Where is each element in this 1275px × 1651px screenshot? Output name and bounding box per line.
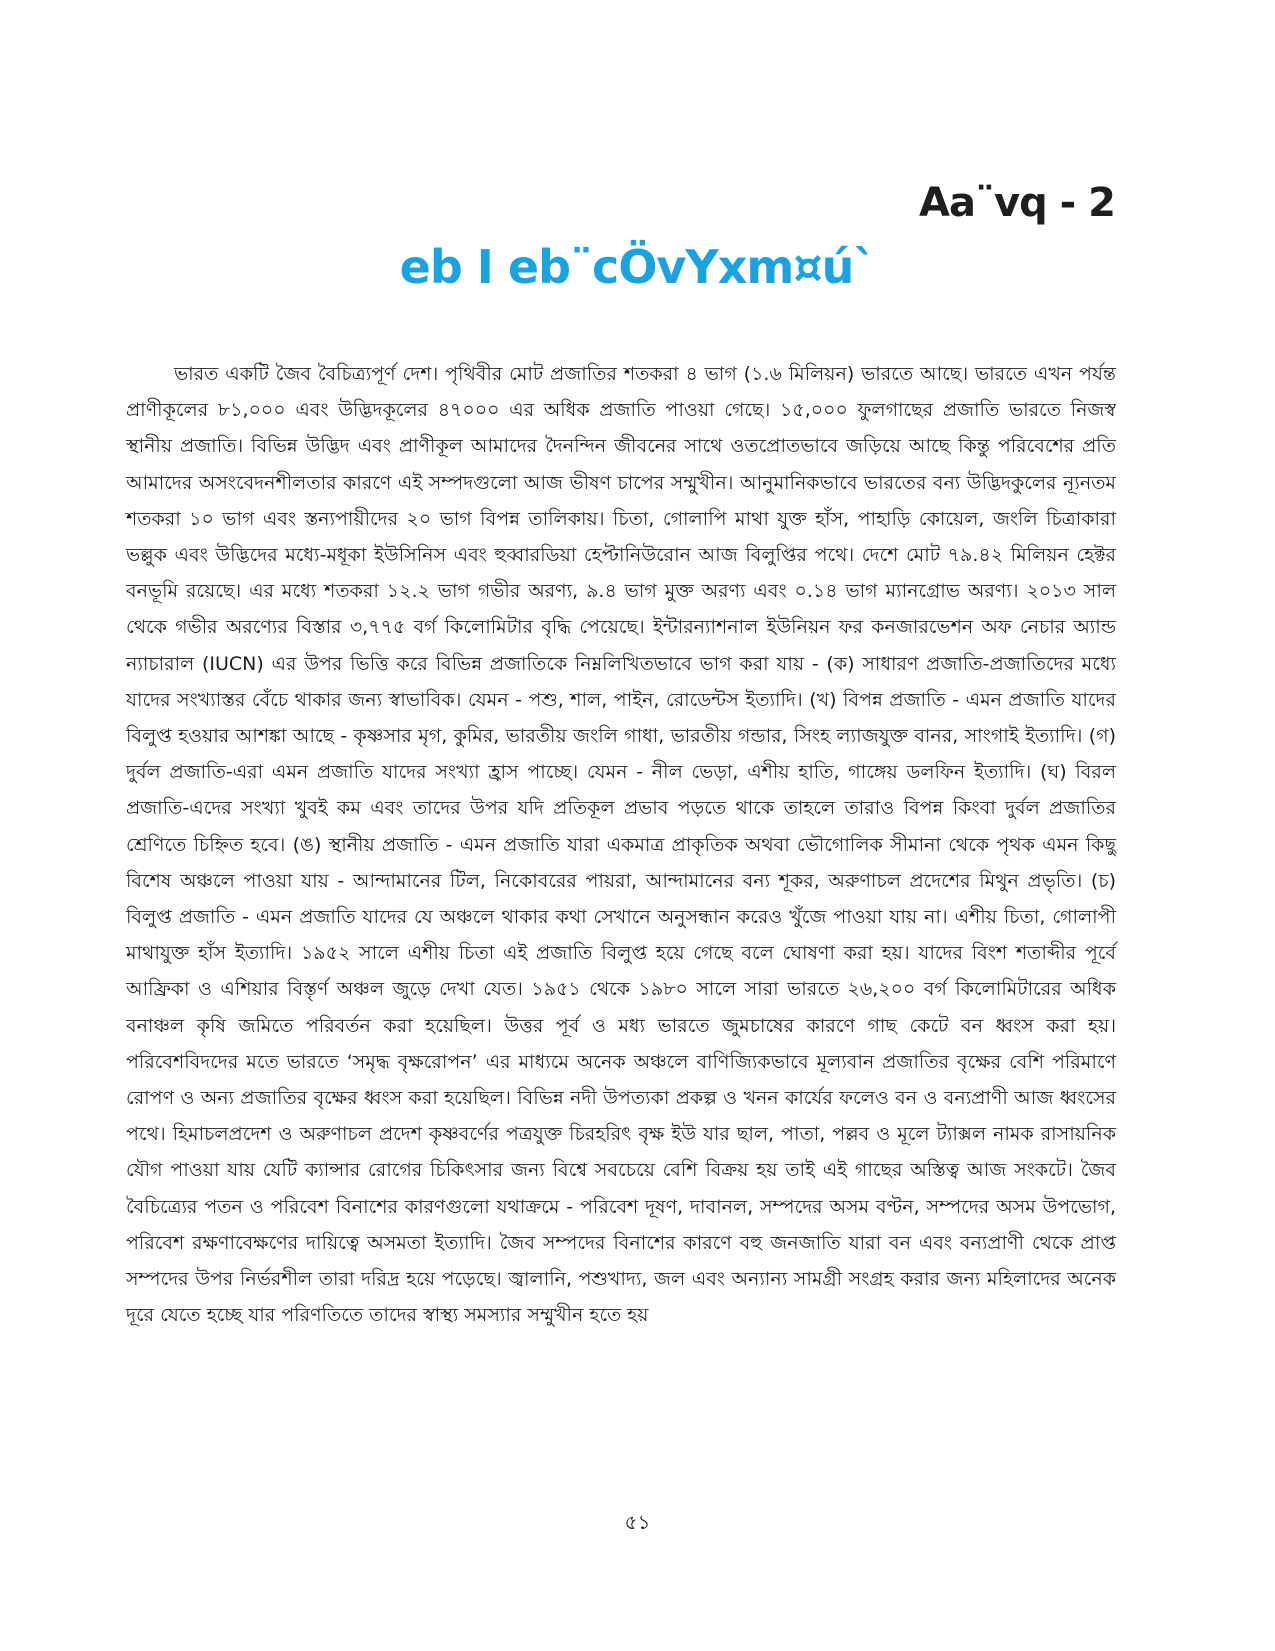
page-number: ৫১ bbox=[624, 1510, 651, 1534]
body-paragraph: ভারত একটি জৈব বৈচিত্র্যপূর্ণ দেশ। পৃথিবীর মোট প্রজাতির শতকরা ৪ ভাগ (১.৬ মিলিয়ন) ভারতে আছে। ভারতে এখন পর্যন্ত প্রাণীকূলের ৮১,০০০ এবং উদ্ভিদকূলের ৪৭০০০ এর অধিক প্রজাতি পাওয়া গেছে। ১৫,০০০ ফুলগাছের প্রজাতি ভারতে নিজস্ব স্থানীয় প্রজাতি। বিভিন্ন উদ্ভিদ এবং প্রাণীকূল আমাদের দৈনন্দিন জীবনের সাথে ওতপ্রোতভাবে জড়িয়ে আছে কিন্তু পরিবেশের প্রতি আমাদের অসংবেদনশীলতার কারণে এই সম্পদগুলো আজ ভীষণ চাপের সম্মুখীন। আনুমানিকভাবে ভারতের বন্য উদ্ভিদকুলের ন্যূনতম শতকরা ১০ ভাগ এবং স্তন্যপায়ীদের ২০ ভাগ বিপন্ন তালিকায়। চিতা, গোলাপি মাথা যুক্ত হাঁস, পাহাড়ি কোয়েল, জংলি চিত্রাকারা ভল্লুক এবং উদ্ভিদের মধ্যে-মধূকা ইউসিনিস এবং হুব্বারডিয়া হেপ্টানিউরোন আজ বিলুপ্তির পথে। দেশে মোট ৭৯.৪২ মিলিয়ন হেক্টর বনভূমি রয়েছে। এর মধ্যে শতকরা ১২.২ ভাগ গভীর অরণ্য, ৯.৪ ভাগ মুক্ত অরণ্য এবং ০.১৪ ভাগ ম্যানগ্রোভ অরণ্য। ২০১৩ সাল থেকে গভীর অরণ্যের বিস্তার ৩,৭৭৫ বর্গ কিলোমিটার বৃদ্ধি পেয়েছে। ইন্টারন্যাশনাল ইউনিয়ন ফর কনজারভেশন অফ নেচার অ্যান্ড ন্যাচারাল (IUCN) এর উপর ভিত্তি করে বিভিন্ন প্রজাতিকে নিম্নলিখিতভাবে ভাগ করা যায় - (ক) সাধারণ প্রজাতি-প্রজাতিদের মধ্যে যাদের সংখ্যাস্তর বেঁচে থাকার জন্য স্বাভাবিক। যেমন - পশু, শাল, পাইন, রোডেন্টস ইত্যাদি। (খ) বিপন্ন প্রজাতি - এমন প্রজাতি যাদের বিলুপ্ত হওয়ার আশঙ্কা আছে - কৃষ্ণসার মৃগ, কুমির, ভারতীয় জংলি গাধা, ভারতীয় গন্ডার, সিংহ ল্যাজযুক্ত বানর, সাংগাই ইত্যাদি। (গ) দুর্বল প্রজাতি-এরা এমন প্রজাতি যাদের সংখ্যা হ্রাস পাচ্ছে। যেমন - নীল ভেড়া, এশীয় হাতি, গাঙ্গেয় ডলফিন ইত্যাদি। (ঘ) বিরল প্রজাতি-এদের সংখ্যা খুবই কম এবং তাদের উপর যদি প্রতিকূল প্রভাব পড়তে থাকে তাহলে তারাও বিপন্ন কিংবা দুর্বল প্রজাতির শ্রেণিতে চিহ্নিত হবে। (ঙ) স্থানীয় প্রজাতি - এমন প্রজাতি যারা একমাত্র প্রাকৃতিক অথবা ভৌগোলিক সীমানা থেকে পৃথক এমন কিছু বিশেষ অঞ্চলে পাওয়া যায় - আন্দামানের টিল, নিকোবরের পায়রা, আন্দামানের বন্য শূকর, অরুণাচল প্রদেশের মিথুন প্রভৃতি। (চ) বিলুপ্ত প্রজাতি - এমন প্রজাতি যাদের যে অঞ্চলে থাকার কথা সেখানে অনুসন্ধান করেও খুঁজে পাওয়া যায় না। এশীয় চিতা, গোলাপী মাথাযুক্ত হাঁস ইত্যাদি। ১৯৫২ সালে এশীয় চিতা এই প্রজাতি বিলুপ্ত হয়ে গেছে বলে ঘোষণা করা হয়। যাদের বিংশ শতাব্দীর পূর্বে আফ্রিকা ও এশিয়ার বিস্তৃর্ণ অঞ্চল জুড়ে দেখা যেত। ১৯৫১ থেকে ১৯৮০ সালে সারা ভারতে ২৬,২০০ বর্গ কিলোমিটারের অধিক বনাঞ্চল কৃষি জমিতে পরিবর্তন করা হয়েছিল। উত্তর পূর্ব ও মধ্য ভারতে জুমচাষের কারণে গাছ কেটে বন ধ্বংস করা হয়। পরিবেশবিদদের মতে ভারতে ‘সমৃদ্ধ বৃক্ষরোপন’ এর মাধ্যমে অনেক অঞ্চলে বাণিজ্যিকভাবে মূল্যবান প্রজাতির বৃক্ষের বেশি পরিমাণে রোপণ ও অন্য প্রজাতির বৃক্ষের ধ্বংস করা হয়েছিল। বিভিন্ন নদী উপত্যকা প্রকল্প ও খনন কার্যের ফলেও বন ও বন্যপ্রাণী আজ ধ্বংসের পথে। হিমাচলপ্রদেশ ও অরুণাচল প্রদেশ কৃষ্ণবর্ণের পত্রযুক্ত চিরহরিৎ বৃক্ষ ইউ যার ছাল, পাতা, পল্লব ও মূলে ট্যাক্সল নামক রাসায়নিক যৌগ পাওয়া যায় যেটি ক্যান্সার রোগের চিকিৎসার জন্য বিশ্বে সবচেয়ে বেশি বিক্রয় হয় তাই এই গাছের অস্তিত্ব আজ সংকটে। জৈব বৈচিত্র্যের পতন ও পরিবেশ বিনাশের কারণগুলো যথাক্রমে - পরিবেশ দূষণ, দাবানল, সম্পদের অসম বণ্টন, সম্পদের অসম উপভোগ, পরিবেশ রক্ষণাবেক্ষণের দায়িত্বে অসমতা ইত্যাদি। জৈব সম্পদের বিনাশের কারণে বহু জনজাতি যারা বন এবং বন্যপ্রাণী থেকে প্রাপ্ত সম্পদের উপর নির্ভরশীল তারা দরিদ্র হয়ে পড়েছে। জ্বালানি, পশুখাদ্য, জল এবং অন্যান্য সামগ্রী সংগ্রহ করার জন্য মহিলাদের অনেক দূরে যেতে হচ্ছে যার পরিণতিতে তাদের স্বাস্থ্য সমস্যার সম্মুখীন হতে হয় bbox=[126, 363, 1116, 1327]
chapter-label: Aa¨vq - 2 bbox=[919, 180, 1115, 226]
chapter-title: eb I eb¨cÖvYxm¤ú` bbox=[399, 240, 876, 294]
